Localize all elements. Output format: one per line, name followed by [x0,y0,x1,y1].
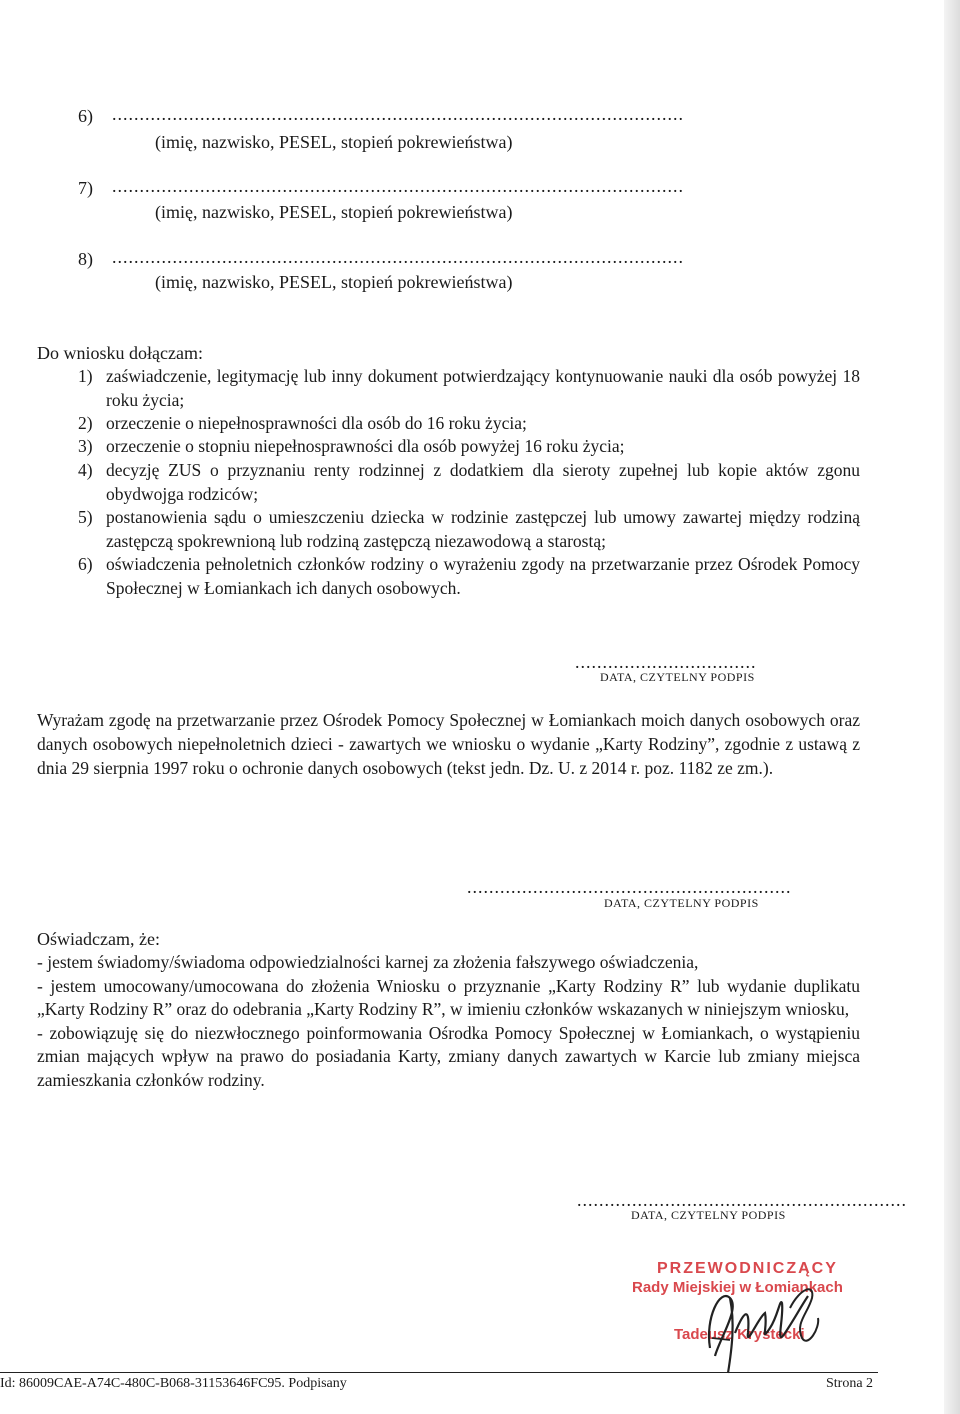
person-number: 6) [78,106,93,126]
person-dotted-line: ........................................................................................................ [112,104,684,124]
scan-edge [944,0,960,1414]
person-caption: (imię, nazwisko, PESEL, stopień pokrewieństwa) [155,202,513,222]
attachment-item: 4) decyzję ZUS o przyznaniu renty rodzinnej z dodatkiem dla sieroty zupełnej lub kopie aktów zgonu obydwojga rodziców; [78,460,860,504]
attachment-item: 2) orzeczenie o niepełnosprawności dla osób do 16 roku życia; [78,413,527,433]
stamp-subtitle: Rady Miejskiej w Łomiankach [632,1279,843,1296]
person-number: 7) [78,178,93,198]
person-caption: (imię, nazwisko, PESEL, stopień pokrewieństwa) [155,272,513,292]
signature-label: DATA, CZYTELNY PODPIS [631,1208,786,1222]
declaration-heading: Oświadczam, że: [37,929,160,949]
person-dotted-line: ........................................................................................................ [112,247,684,267]
document-id: Id: 86009CAE-A74C-480C-B068-31153646FC95. Podpisany [0,1376,347,1391]
person-dotted-line: ........................................................................................................ [112,176,684,196]
stamp-name: Tadeusz Krystecki [674,1326,805,1343]
stamp-title: PRZEWODNICZĄCY [657,1260,838,1277]
consent-paragraph: Wyrażam zgodę na przetwarzanie przez Ośrodek Pomocy Społecznej w Łomiankach moich danych osobowych oraz danych osobowych niepełnoletnich dzieci - zawartych we wniosku o wydanie „Karty Rodziny”, zgodnie z ustawą z dnia 29 sierpnia 1997 roku o ochronie danych osobowych (tekst jedn. Dz. U. z 2014 r. poz. 1182 ze zm.). [37,710,860,778]
signature-dotted-line: ............................................................ [577,1190,907,1210]
declaration-item: - jestem umocowany/umocowana do złożenia Wniosku o przyznanie „Karty Rodziny R” lub wydanie duplikatu „Karty Rodziny R” oraz do odebrania „Karty Rodziny R”, w imieniu członków wskazanych w niniejszym wniosku, [37,975,860,1019]
declaration-item: - jestem świadomy/świadoma odpowiedzialności karnej za złożenia fałszywego oświadczenia, [37,952,699,972]
footer-rule [0,1372,878,1373]
page-number: Strona 2 [826,1376,874,1391]
declaration-list [37,951,860,1092]
declaration-item: - zobowiązuję się do niezwłocznego poinformowania Ośrodka Pomocy Społecznej w Łomiankach, o wystąpieniu zmian mających wpływ na prawo do posiadania Karty, zmiany danych zawartych w Karcie lub zmiany miejsca zamieszkania członków rodziny. [37,1022,860,1090]
attachment-item: 5) postanowienia sądu o umieszczeniu dziecka w rodzinie zastępczej lub umowy zawartej między rodziną zastępczą spokrewnioną lub rodziną zastępczą niezawodową a starostą; [78,507,860,551]
signature-label: DATA, CZYTELNY PODPIS [604,896,759,910]
attachment-item: 3) orzeczenie o stopniu niepełnosprawności dla osób powyżej 16 roku życia; [78,436,625,456]
person-caption: (imię, nazwisko, PESEL, stopień pokrewieństwa) [155,132,513,152]
signature-dotted-line: ........................................................... [467,877,792,897]
attachment-item: 6) oświadczenia pełnoletnich członków rodziny o wyrażeniu zgody na przetwarzanie przez Ośrodek Pomocy Społecznej w Łomiankach ich danych osobowych. [78,554,860,598]
handwritten-signature [690,1278,840,1378]
signature-dotted-line: ................................. [575,652,757,672]
attachments-heading: Do wniosku dołączam: [37,343,203,363]
signature-label: DATA, CZYTELNY PODPIS [600,670,755,684]
attachment-item: 1) zaświadczenie, legitymację lub inny dokument potwierdzający kontynuowanie nauki dla osób powyżej 18 roku życia; [78,366,860,410]
person-number: 8) [78,249,93,269]
